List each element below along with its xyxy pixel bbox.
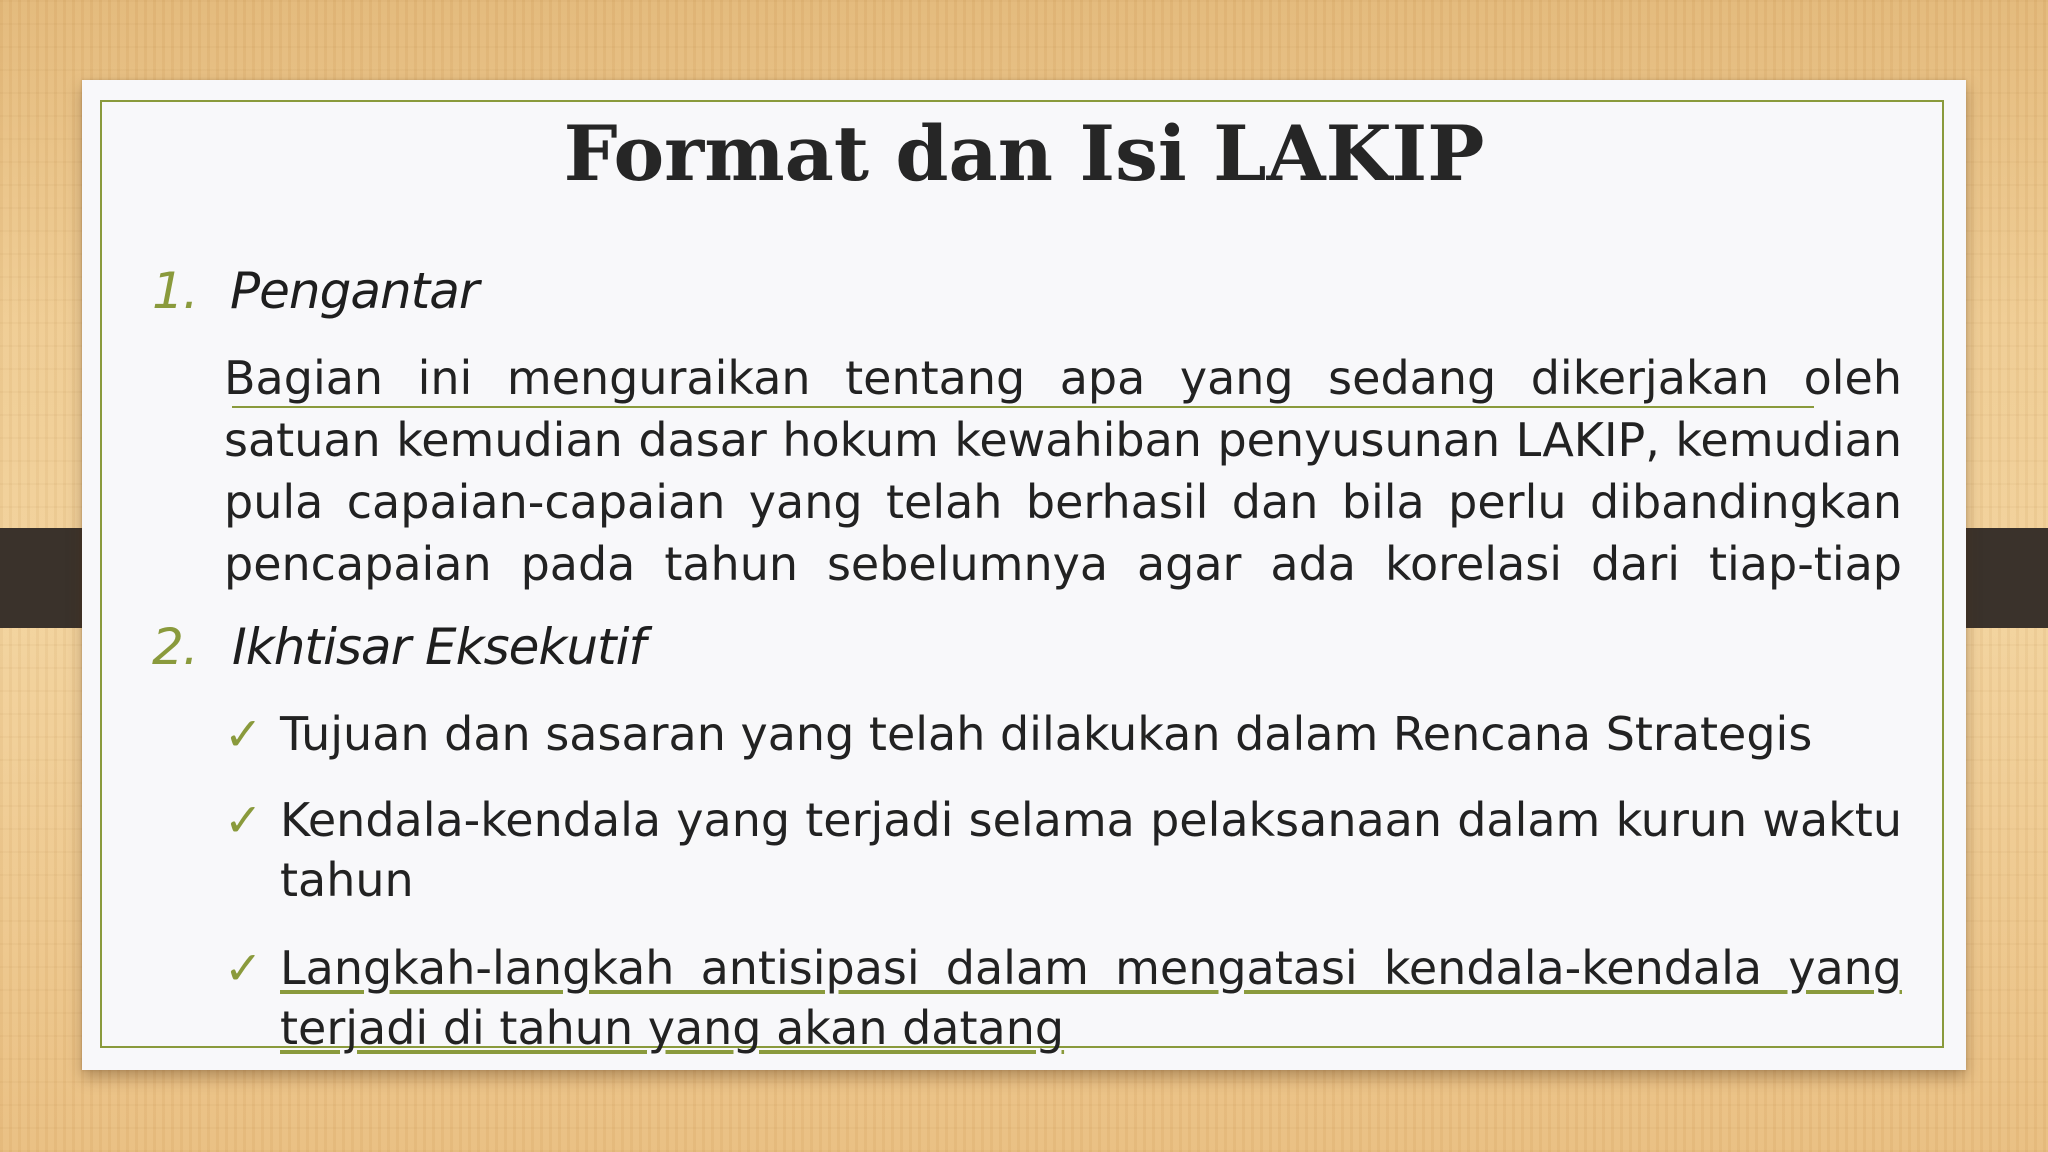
section-1-title: Pengantar bbox=[230, 262, 479, 320]
check-icon: ✓ bbox=[224, 793, 263, 847]
bullet-text: Kendala-kendala yang terjadi selama pelaksanaan dalam kurun waktu tahun bbox=[280, 793, 1902, 907]
bullet-text: Langkah-langkah antisipasi dalam mengatasi kendala-kendala yang terjadi di tahun yang akan datang bbox=[280, 941, 1902, 1055]
bullet-item bbox=[224, 790, 1902, 910]
bullet-item bbox=[224, 704, 1902, 764]
section-1-heading bbox=[152, 262, 478, 320]
bullet-item bbox=[224, 938, 1902, 1058]
check-icon: ✓ bbox=[224, 941, 263, 995]
section-2-title: Ikhtisar Eksekutif bbox=[232, 618, 646, 676]
paragraph-underline bbox=[232, 406, 1814, 408]
section-1-paragraph: Bagian ini menguraikan tentang apa yang sedang dikerjakan oleh satuan kemudian dasar hokum kewahiban penyusunan LAKIP, kemudian pula capaian-capaian yang telah berhasil dan bila perlu dibandingkan pencapaian pada tahun sebelumnya agar ada korelasi dari tiap-tiap bbox=[224, 351, 1902, 591]
section-2-heading bbox=[152, 618, 645, 676]
section-1-number: 1. bbox=[152, 262, 198, 320]
section-2-number: 2. bbox=[152, 618, 198, 676]
slide-title: Format dan Isi LAKIP bbox=[563, 109, 1485, 198]
bullet-text: Tujuan dan sasaran yang telah dilakukan dalam Rencana Strategis bbox=[280, 707, 1813, 761]
check-icon: ✓ bbox=[224, 707, 263, 761]
